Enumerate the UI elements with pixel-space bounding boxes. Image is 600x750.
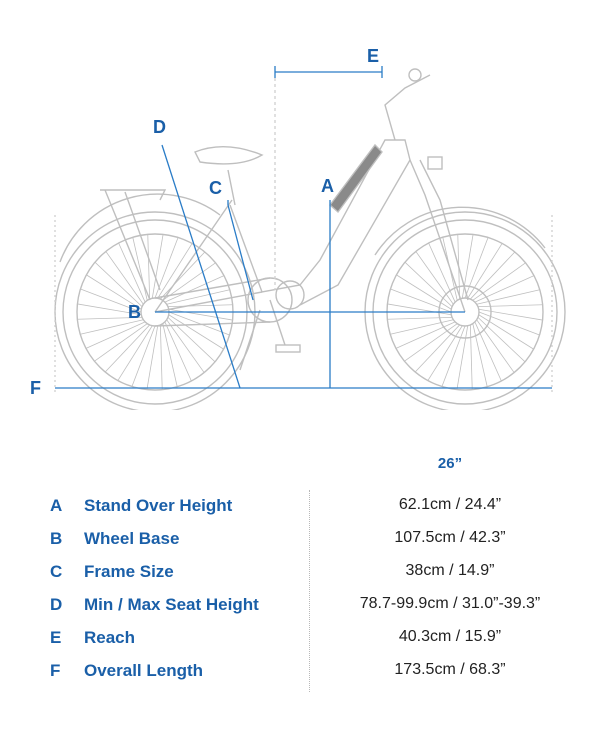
spoke [387,304,451,315]
spec-value: 38cm / 14.9” [405,562,495,579]
stem [385,75,430,140]
spoke [155,237,178,298]
front-fender [375,207,545,255]
rear-rack [100,190,165,300]
saddle [195,147,262,164]
spoke [160,325,162,390]
spec-letter: A [50,496,63,515]
bell [409,69,421,81]
spoke [152,234,163,298]
spec-row-b [0,521,600,553]
spec-value: 62.1cm / 24.4” [398,496,502,513]
spec-label: Min / Max Seat Height [84,595,259,614]
dim-label-e: E [367,46,380,66]
dim-label-a: A [321,176,334,196]
spoke [457,326,468,390]
spec-letter: C [50,562,63,581]
spec-row-a [0,488,600,520]
spec-value: 107.5cm / 42.3” [394,529,506,546]
dim-label-c: C [209,178,222,198]
spoke [470,325,472,390]
spoke [169,309,233,320]
dim-label-d: D [153,117,166,137]
spec-label: Frame Size [84,562,174,581]
spec-value: 173.5cm / 68.3” [394,661,506,678]
spoke [168,305,233,307]
dim-label-f: F [30,378,41,398]
spec-label: Wheel Base [84,529,180,548]
size-column-header: 26” [437,455,463,472]
spec-label: Stand Over Height [84,496,233,515]
spec-letter: E [50,628,62,647]
bike-illustration [55,69,565,410]
spec-letter: B [50,529,63,548]
dim-line-c [228,205,253,300]
down-tube-battery [330,145,382,212]
spec-label: Reach [84,628,136,647]
spec-letter: D [50,595,63,614]
pedal [276,345,300,352]
spoke [387,317,452,319]
spoke [132,326,155,387]
spec-value: 78.7-99.9cm / 31.0”-39.3” [359,595,541,612]
spoke [462,234,473,298]
dim-label-b: B [128,302,141,322]
motor-hub [276,281,304,309]
spec-label: Overall Length [84,661,204,680]
spoke [147,326,158,390]
spoke [148,234,150,299]
spoke [479,309,543,320]
spec-letter: F [50,661,61,680]
headlight [428,157,442,169]
spec-value: 40.3cm / 15.9” [398,628,502,645]
spec-row-f [0,653,600,685]
spec-row-e [0,620,600,652]
spec-row-c [0,554,600,586]
spec-row-d [0,587,600,619]
spoke [478,305,543,307]
dim-line-d [162,145,240,388]
